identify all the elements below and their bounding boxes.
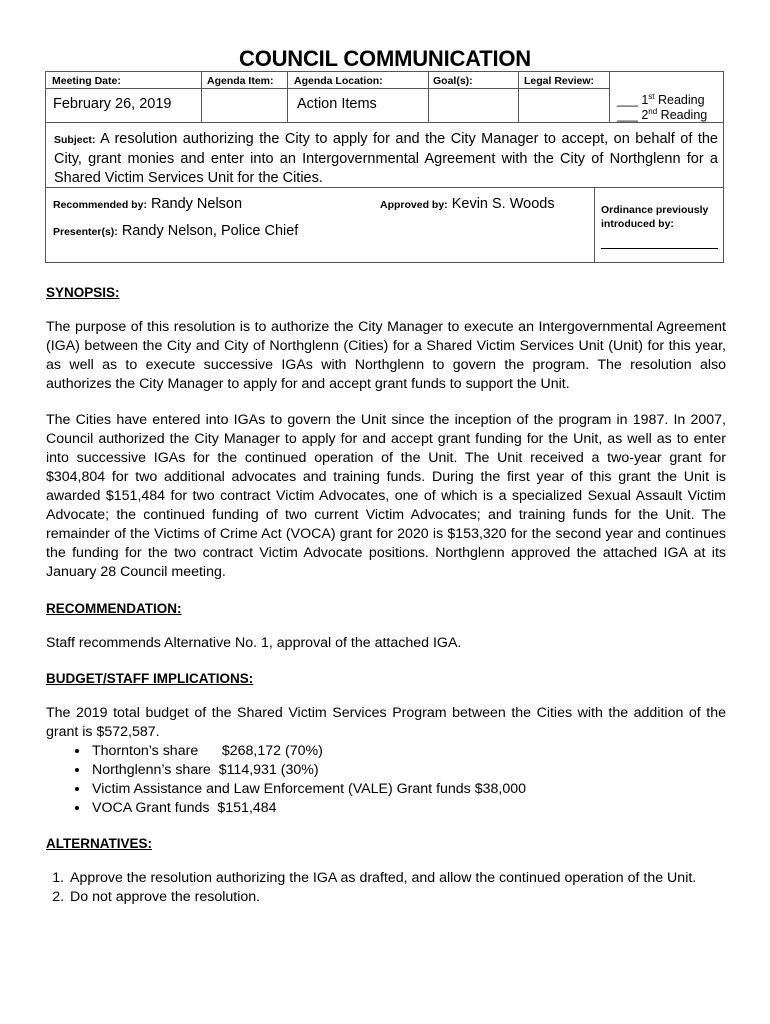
divider (609, 71, 610, 122)
meeting-date-value: February 26, 2019 (53, 96, 172, 112)
divider (45, 88, 610, 89)
list-item: 1. Approve the resolution authorizing the IGA as drafted, and allow the continued operation of the Unit. (68, 869, 726, 888)
approved-by-label: Approved by: (380, 199, 448, 211)
recommended-by-value: Randy Nelson (150, 196, 243, 212)
list-item: • Victim Assistance and Law Enforcement (VALE) Grant funds $38,000 (90, 780, 726, 799)
synopsis-heading: SYNOPSIS: (46, 285, 120, 300)
body-content (46, 283, 726, 907)
synopsis-paragraph-2: The Cities have entered into IGAs to govern the Unit since the inception of the program in 1987. In 2007, Council authorized the City Manager to apply for and accept grant funding for the Unit, as well as to enter into successive IGAs for the continued operation of the Unit. The Unit received a two-year grant for $304,804 for two additional advocates and training funds. During the first year of this grant the Unit is awarded $151,484 for two contract Victim Advocates, one of which is a specialized Sexual Assault Victim Advocate; the continued funding of two current Victim Advocates; and training funds for the Unit. The remainder of the Victims of Crime Act (VOCA) grant for 2020 is $153,320 for the second year and continues the funding for the two contract Victim Advocate positions. Northglenn approved the attached IGA at its January 28 Council meeting. (46, 412, 726, 580)
agenda-location-value: Action Items (297, 96, 377, 112)
subject-block (54, 130, 718, 188)
presenter-value: Randy Nelson, Police Chief (121, 223, 299, 239)
budget-heading: BUDGET/STAFF IMPLICATIONS: (46, 671, 254, 686)
recommendation-heading: RECOMMENDATION: (46, 601, 182, 616)
meeting-date-label: Meeting Date: (52, 75, 121, 87)
divider (518, 71, 519, 122)
agenda-location-label: Agenda Location: (294, 75, 383, 87)
recommended-row (53, 196, 242, 212)
alternatives-heading: ALTERNATIVES: (46, 836, 152, 851)
presenter-row (53, 223, 298, 239)
subject-text: A resolution authorizing the City to apply for and the City Manager to accept, on behalf of the City, grant monies and enter into an Intergovernmental Agreement with the City of Northglenn for a Shared Victim Services Unit for the Cities. (54, 131, 719, 186)
recommended-by-label: Recommended by: (53, 199, 147, 211)
list-item: • Northglenn’s share $114,931 (30%) (90, 761, 726, 780)
list-item: 2. Do not approve the resolution. (68, 888, 726, 907)
presenter-label: Presenter(s): (53, 226, 118, 238)
second-reading: ___ 2nd Reading (617, 107, 708, 123)
ordinance-signature-line (601, 248, 718, 249)
budget-text: The 2019 total budget of the Shared Victim Services Program between the Cities with the addition of the grant is $572,587. (46, 705, 726, 740)
divider (201, 71, 202, 122)
subject-label: Subject: (54, 134, 96, 146)
agenda-item-label: Agenda Item: (207, 75, 274, 87)
recommendation-text: Staff recommends Alternative No. 1, approval of the attached IGA. (46, 635, 462, 651)
approved-row (380, 196, 555, 212)
divider (594, 187, 595, 263)
list-item: • VOCA Grant funds $151,484 (90, 799, 726, 818)
budget-list (46, 742, 726, 818)
first-reading: ___ 1st Reading (617, 92, 705, 108)
ordinance-label: Ordinance previously introduced by: (601, 204, 709, 230)
divider (428, 71, 429, 122)
approved-by-value: Kevin S. Woods (451, 196, 555, 212)
alternatives-list (46, 869, 726, 907)
goals-label: Goal(s): (433, 75, 473, 87)
document-title: COUNCIL COMMUNICATION (239, 46, 531, 71)
divider (287, 71, 288, 122)
list-item: • Thornton’s share $268,172 (70%) (90, 742, 726, 761)
legal-review-label: Legal Review: (524, 75, 595, 87)
synopsis-paragraph-1: The purpose of this resolution is to authorize the City Manager to execute an Intergovernmental Agreement (IGA) between the City and City of Northglenn (Cities) for a Shared Victim Services Unit (Unit) for this year, as well as to execute successive IGAs with Northglenn to govern the program. The resolution also authorizes the City Manager to apply for and accept grant funds to support the Unit. (46, 319, 726, 392)
